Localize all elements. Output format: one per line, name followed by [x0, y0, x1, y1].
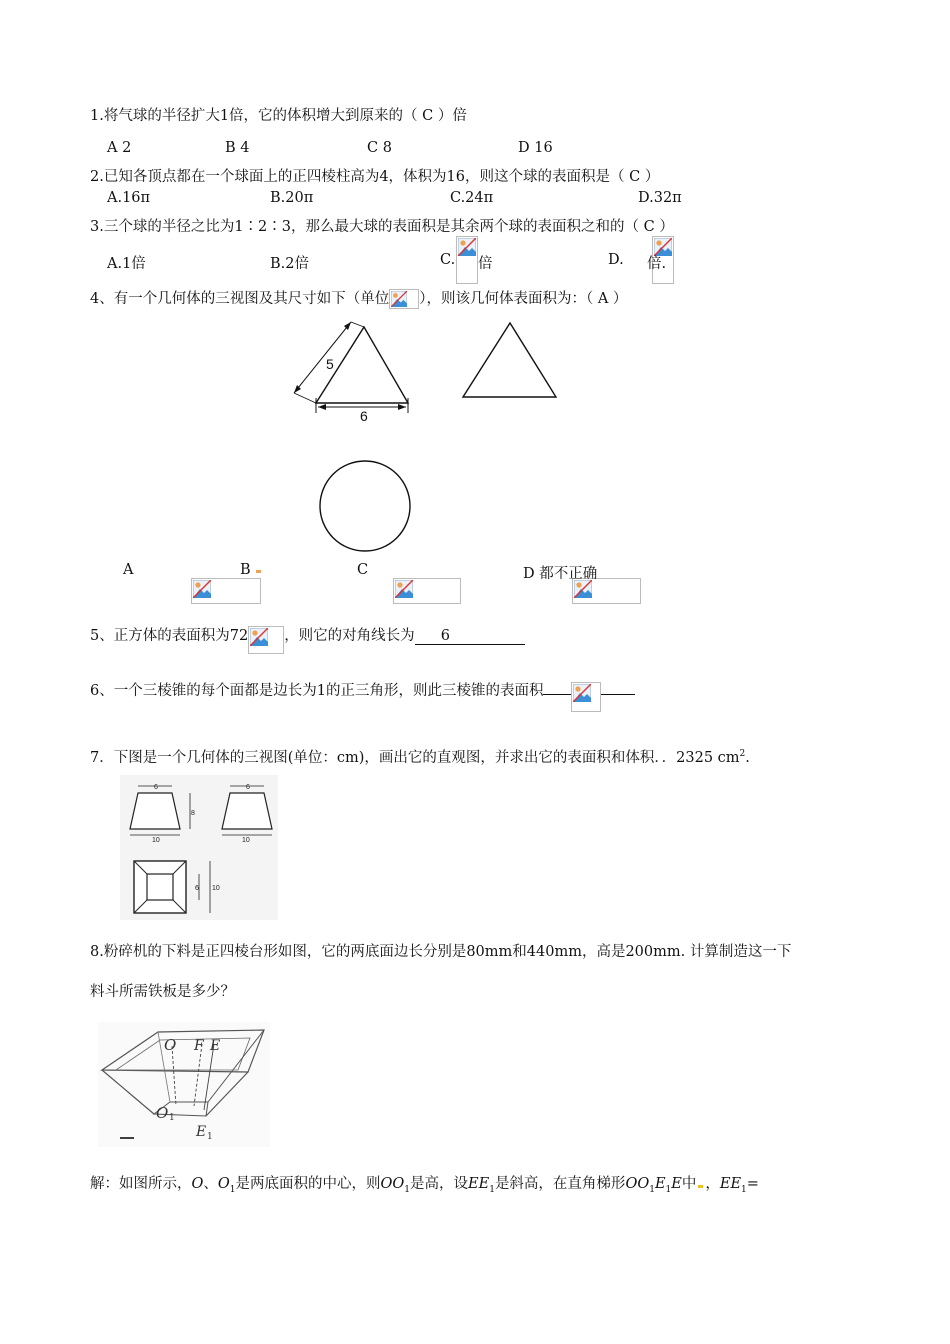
q7-label-outer10: 10 [212, 885, 220, 892]
solution-oo1-sub: 1 [404, 1184, 411, 1195]
solution-text-3: 是两底面积的中心，则 [235, 1176, 381, 1192]
q8-line1: 8.粉碎机的下料是正四棱台形如图，它的两底面边长分别是80mm和440mm，高是200mm. 计算制造这一下 [90, 944, 792, 960]
solution-ee1: EE [468, 1176, 490, 1192]
q4-dim-line-slant [294, 322, 351, 393]
q4-dim-slant-label: 5 [326, 356, 334, 372]
q8-label-e1: E [196, 1124, 207, 1140]
q6-answer-blank [543, 694, 571, 695]
q4-stem-after: ），则该几何体表面积为：（ A ） [419, 291, 628, 307]
q7-unit-sup: 2 [739, 749, 746, 760]
q1-stem: 1.将气球的半径扩大1倍，它的体积增大到原来的（ C ）倍 [90, 108, 467, 124]
q4-stem [90, 287, 627, 309]
q1-option-d: D 16 [518, 140, 553, 156]
q3-option-c: C. [440, 252, 456, 268]
q5-answer: 6 [415, 628, 525, 645]
solution-text-7: ， [705, 1176, 720, 1192]
broken-image-icon [393, 578, 461, 604]
solution-trap-e: E [671, 1176, 682, 1192]
solution-ee1-sub: 1 [489, 1184, 495, 1195]
q4-stem-before: 4、有一个几何体的三视图及其尺寸如下（单位 [90, 291, 390, 307]
solution-ee1-b-sub: 1 [741, 1184, 747, 1195]
q6-answer-blank-tail [601, 694, 635, 695]
broken-image-icon [456, 236, 478, 284]
solution-text-1: 解：如图所示， [90, 1176, 192, 1192]
q6-stem [90, 676, 635, 706]
q1-option-c: C 8 [367, 140, 392, 156]
q7-stem [90, 746, 750, 767]
q8-label-f: F [194, 1038, 204, 1054]
dot-marker [256, 570, 261, 573]
q2-option-d: D.32π [638, 190, 682, 206]
q7-stem-text: 7．下图是一个几何体的三视图(单位：cm)，画出它的直观图，并求出它的表面积和体积．．2325 cm [90, 750, 740, 766]
q3-stem: 3.三个球的半径之比为1∶2∶3，那么最大球的表面积是其余两个球的表面积之和的（ C ） [90, 219, 674, 235]
q7-label-inner6: 6 [195, 885, 199, 892]
q7-label-top6: 6 [154, 784, 158, 791]
q4-option-a: A [123, 562, 134, 578]
solution-text-4: 是高，设 [410, 1176, 469, 1192]
q7-stem-end: . [745, 750, 750, 766]
q3-option-b: B.2倍 [270, 256, 309, 272]
q8-label-o: O [164, 1036, 177, 1054]
q4-option-c: C [357, 562, 369, 578]
q2-option-c: C.24π [450, 190, 494, 206]
q7-label-height8: 8 [191, 810, 195, 817]
dot-marker [698, 1185, 703, 1188]
broken-image-icon [571, 682, 601, 712]
q6-stem-text: 6、一个三棱锥的每个面都是边长为1的正三角形，则此三棱锥的表面积 [90, 683, 544, 699]
q2-option-a: A.16π [107, 190, 151, 206]
q4-three-view-figure [280, 315, 580, 565]
solution-trap-e1: E [654, 1176, 666, 1192]
q7-three-view-figure [120, 775, 278, 920]
q7-side-view [222, 793, 272, 829]
solution-text-8: = [746, 1176, 759, 1192]
solution-trap-sub2: 1 [665, 1184, 672, 1195]
q5-stem [90, 622, 525, 650]
q7-label-side-top6: 6 [246, 784, 250, 791]
q8-label-o1-sub: 1 [169, 1113, 175, 1123]
q8-frustum-figure [98, 1022, 270, 1147]
solution-o1: O [217, 1176, 230, 1192]
q1-option-b: B 4 [225, 140, 250, 156]
q1-option-a: A 2 [107, 140, 132, 156]
q8-label-e1-sub: 1 [207, 1132, 213, 1142]
q8-line2: 料斗所需铁板是多少？ [90, 984, 235, 1000]
q3-option-d-suffix: 倍. [647, 256, 667, 272]
q2-stem: 2.已知各顶点都在一个球面上的正四棱柱高为4，体积为16，则这个球的表面积是（ C ） [90, 169, 660, 185]
q4-option-d: D 都不正确 [523, 566, 598, 582]
solution-text-2: 、 [203, 1176, 218, 1192]
q2-option-b: B.20π [270, 190, 314, 206]
q4-top-view-circle [320, 461, 410, 551]
q3-option-c-suffix: 倍 [478, 256, 493, 272]
q8-label-o1: O [156, 1104, 169, 1122]
solution-o1-sub: 1 [229, 1184, 236, 1195]
solution-o: O [191, 1176, 204, 1192]
q4-option-b: B [240, 562, 251, 578]
q7-front-view [130, 793, 180, 829]
q5-stem-after: ，则它的对角线长为 [284, 628, 415, 644]
q7-label-side-bottom10: 10 [242, 837, 250, 844]
q5-stem-before: 5、正方体的表面积为72 [90, 628, 249, 644]
q4-side-view-triangle [463, 323, 556, 397]
q7-top-view-inner [147, 874, 173, 900]
solution-ee1-b: EE [719, 1176, 742, 1192]
solution-trap-oo: OO [625, 1176, 650, 1192]
solution-text-6: 中 [681, 1176, 697, 1192]
q3-option-a: A.1倍 [107, 256, 146, 272]
solution-text-5: 是斜高，在直角梯形 [494, 1176, 626, 1192]
solution-oo1: OO [380, 1176, 405, 1192]
broken-image-icon [248, 626, 284, 654]
q4-dim-base-label: 6 [360, 408, 368, 424]
broken-image-icon [191, 578, 261, 604]
q8-label-e: E [210, 1038, 221, 1054]
solution-line [90, 1172, 759, 1195]
q3-option-d: D. [608, 252, 624, 268]
q7-label-bottom10: 10 [152, 837, 160, 844]
solution-trap-sub1: 1 [649, 1184, 655, 1195]
broken-image-icon [389, 289, 419, 309]
